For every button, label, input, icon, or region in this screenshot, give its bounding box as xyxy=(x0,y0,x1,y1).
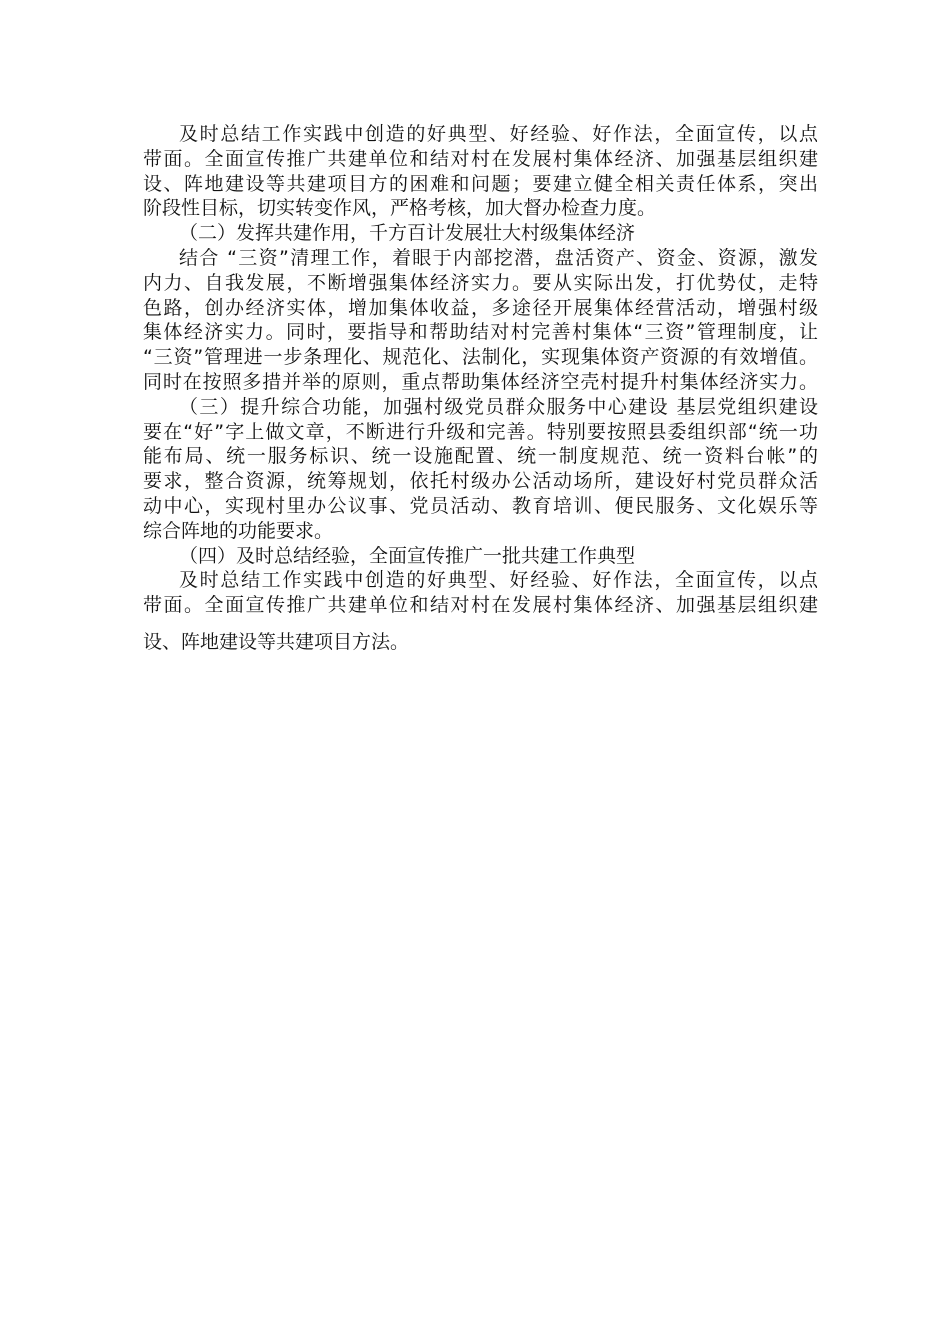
paragraph-line: 能布局、统一服务标识、统一设施配置、统一制度规范、统一资料台帐”的 xyxy=(143,445,818,468)
paragraph-line: 设、阵地建设等共建项目方法。 xyxy=(143,630,410,653)
paragraph-line: 色路，创办经济实体，增加集体收益，多途径开展集体经营活动，增强村级 xyxy=(143,296,818,319)
paragraph-line: 要求，整合资源，统筹规划，依托村级办公活动场所，建设好村党员群众活 xyxy=(143,470,818,493)
document-body xyxy=(143,122,818,655)
paragraph-line: 综合阵地的功能要求。 xyxy=(143,519,334,542)
paragraph-line: 阶段性目标，切实转变作风，严格考核，加大督办检查力度。 xyxy=(143,197,657,220)
section-heading: （三）提升综合功能，加强村级党员群众服务中心建设 基层党组织建设 xyxy=(179,395,818,418)
paragraph-line: 要在“好”字上做文章，不断进行升级和完善。特别要按照县委组织部“统一功 xyxy=(143,420,818,443)
section-heading: （二）发挥共建作用，千方百计发展壮大村级集体经济 xyxy=(179,222,636,245)
paragraph-line: 集体经济实力。同时，要指导和帮助结对村完善村集体“三资”管理制度，让 xyxy=(143,321,818,344)
paragraph-line: 及时总结工作实践中创造的好典型、好经验、好作法，全面宣传，以点 xyxy=(179,123,818,145)
paragraph-line: 带面。全面宣传推广共建单位和结对村在发展村集体经济、加强基层组织建 xyxy=(143,147,818,170)
paragraph-line: 及时总结工作实践中创造的好典型、好经验、好作法，全面宣传，以点 xyxy=(179,569,818,592)
section-heading: （四）及时总结经验，全面宣传推广一批共建工作典型 xyxy=(179,544,636,567)
paragraph-line: 动中心，实现村里办公议事、党员活动、教育培训、便民服务、文化娱乐等 xyxy=(143,494,818,517)
paragraph-line: 设、阵地建设等共建项目方的困难和问题；要建立健全相关责任体系，突出 xyxy=(143,172,818,195)
paragraph-line: “三资”管理进一步条理化、规范化、法制化，实现集体资产资源的有效增值。 xyxy=(143,346,818,369)
paragraph-line: 结合 “三资”清理工作，着眼于内部挖潜，盘活资产、资金、资源，激发 xyxy=(179,246,818,269)
paragraph-line: 带面。全面宣传推广共建单位和结对村在发展村集体经济、加强基层组织建 xyxy=(143,594,818,617)
paragraph-line: 内力、自我发展，不断增强集体经济实力。要从实际出发，打优势仗，走特 xyxy=(143,271,818,294)
paragraph-line: 同时在按照多措并举的原则，重点帮助集体经济空壳村提升村集体经济实力。 xyxy=(143,370,818,393)
